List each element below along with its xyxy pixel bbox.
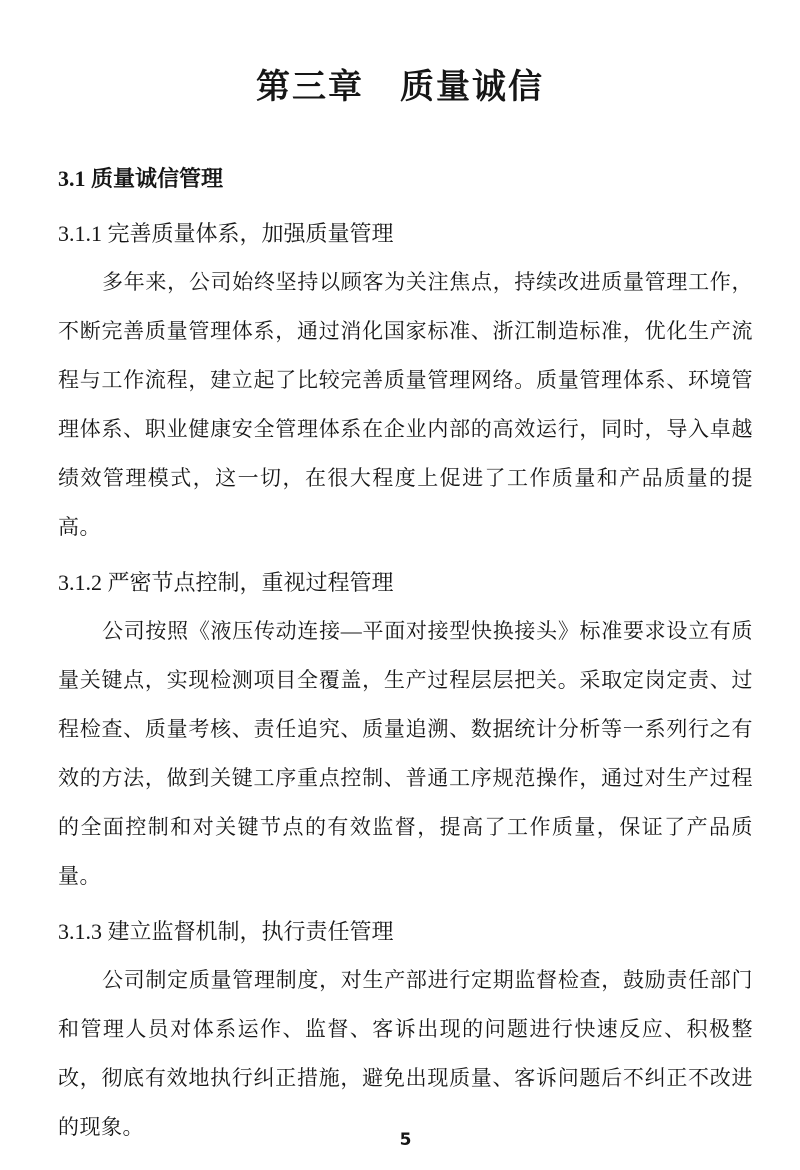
- text-line: 程检查、质量考核、责任追究、质量追溯、数据统计分析等一系列行之有: [58, 717, 753, 741]
- text-line: 理体系、职业健康安全管理体系在企业内部的高效运行，同时，导入卓越: [58, 417, 753, 441]
- chapter-title: 第三章 质量诚信: [256, 67, 544, 107]
- paragraph: [58, 258, 753, 552]
- text-line: 程与工作流程，建立起了比较完善质量管理网络。质量管理体系、环境管: [58, 368, 753, 392]
- text-line: 公司按照《液压传动连接—平面对接型快换接头》标准要求设立有质: [102, 619, 753, 643]
- text-line: 高。: [58, 515, 101, 539]
- text-line: 绩效管理模式，这一切，在很大程度上促进了工作质量和产品质量的提: [58, 466, 753, 490]
- subsection-heading: 3.1.3 建立监督机制，执行责任管理: [58, 919, 394, 944]
- section-heading: 3.1 质量诚信管理: [58, 166, 224, 191]
- text-line: 的全面控制和对关键节点的有效监督，提高了工作质量，保证了产品质: [58, 815, 753, 839]
- text-line: 效的方法，做到关键工序重点控制、普通工序规范操作，通过对生产过程: [58, 766, 753, 790]
- text-line: 量关键点，实现检测项目全覆盖，生产过程层层把关。采取定岗定责、过: [58, 668, 753, 692]
- document-body: [0, 154, 800, 1152]
- subsection-heading: 3.1.2 严密节点控制，重视过程管理: [58, 570, 394, 595]
- text-line: 多年来，公司始终坚持以顾客为关注焦点，持续改进质量管理工作，: [102, 270, 753, 294]
- text-line: 和管理人员对体系运作、监督、客诉出现的问题进行快速反应、积极整: [58, 1017, 753, 1041]
- text-line: 公司制定质量管理制度，对生产部进行定期监督检查，鼓励责任部门: [102, 968, 753, 992]
- paragraph: [58, 956, 753, 1152]
- page-number: 5: [399, 1130, 412, 1150]
- text-line: 不断完善质量管理体系，通过消化国家标准、浙江制造标准，优化生产流: [58, 319, 753, 343]
- text-line: 改，彻底有效地执行纠正措施，避免出现质量、客诉问题后不纠正不改进: [58, 1066, 753, 1090]
- text-line: 量。: [58, 864, 101, 888]
- subsection-heading: 3.1.1 完善质量体系，加强质量管理: [58, 221, 394, 246]
- text-line: 的现象。: [58, 1115, 144, 1139]
- paragraph: [58, 607, 753, 901]
